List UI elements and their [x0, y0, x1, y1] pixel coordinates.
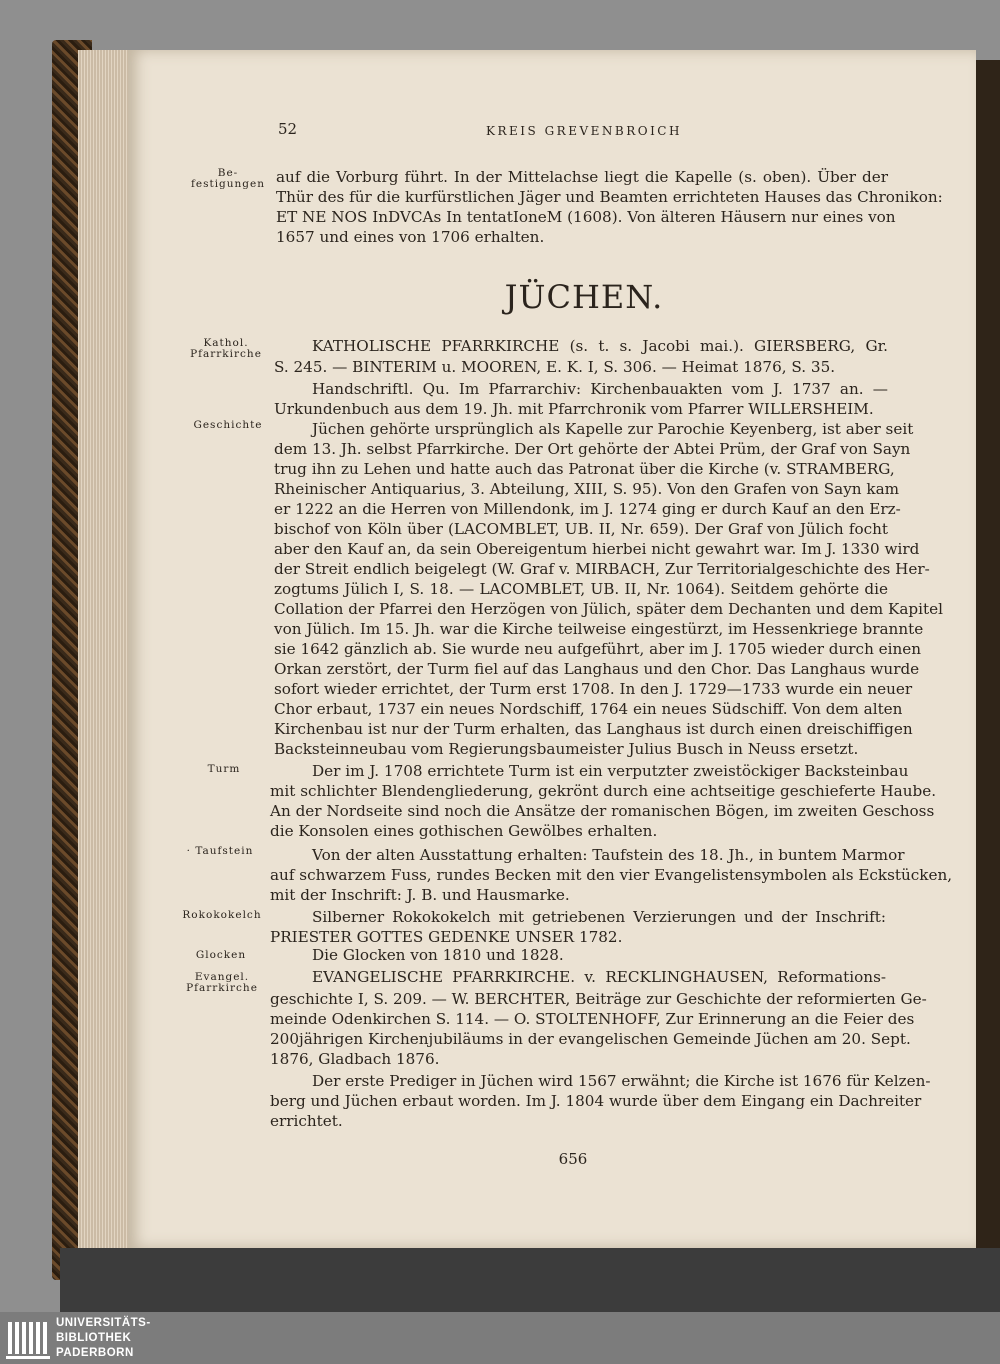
text-line: PRIESTER GOTTES GEDENKE UNSER 1782. — [270, 928, 623, 946]
text-line: Der im J. 1708 errichtete Turm ist ein verputzter zweistöckiger Backsteinbau — [312, 762, 909, 780]
text-line: mit der Inschrift: J. B. und Hausmarke. — [270, 886, 570, 904]
text-line: auf schwarzem Fuss, rundes Becken mit den vier Evangelistensymbolen als Eckstücken, — [270, 866, 953, 884]
text-line: 1657 und eines von 1706 erhalten. — [276, 228, 545, 246]
page-number-bottom: 656 — [558, 1150, 588, 1168]
right-cover-edge — [976, 60, 1000, 1265]
text-line: meinde Odenkirchen S. 114. — O. STOLTENHOFF, Zur Erinnerung an die Feier des — [270, 1010, 915, 1028]
margin-note: Rokokokelch — [182, 909, 262, 921]
margin-note: Kathol. Pfarrkirche — [190, 337, 262, 360]
text-line: dem 13. Jh. selbst Pfarrkirche. Der Ort gehörte der Abtei Prüm, der Graf von Sayn — [274, 440, 911, 458]
text-line: ET NE NOS InDVCAs In tentatIoneM (1608). Von älteren Häusern nur eines von — [276, 208, 896, 226]
text-line: aber den Kauf an, da sein Obereigentum hierbei nicht gewahrt war. Im J. 1330 wird — [274, 540, 920, 558]
text-line: bischof von Köln über (LACOMBLET, UB. II, Nr. 659). Der Graf von Jülich focht — [274, 520, 888, 538]
text-line: Kirchenbau ist nur der Turm erhalten, das Langhaus ist durch einen dreischiffigen — [274, 720, 913, 738]
text-line: S. 245. — BINTERIM u. MOOREN, E. K. I, S. 306. — Heimat 1876, S. 35. — [274, 358, 836, 376]
text-line: Backsteinneubau vom Regierungsbaumeister Julius Busch in Neuss ersetzt. — [274, 740, 859, 758]
text-line: Silberner Rokokokelch mit getriebenen Verzierungen und der Inschrift: — [312, 908, 886, 926]
running-head: KREIS GREVENBROICH — [486, 124, 682, 138]
text-line: An der Nordseite sind noch die Ansätze der romanischen Bögen, im zweiten Geschoss — [270, 802, 935, 820]
text-line: trug ihn zu Lehen und hatte auch das Patronat über die Kirche (v. STRAMBERG, — [274, 460, 895, 478]
library-footer-bar — [0, 1312, 1000, 1364]
library-logo-icon — [6, 1316, 50, 1360]
text-line: die Konsolen eines gothischen Gewölbes erhalten. — [270, 822, 658, 840]
text-line: geschichte I, S. 209. — W. BERCHTER, Beiträge zur Geschichte der reformierten Ge- — [270, 990, 927, 1008]
margin-note: Glocken — [195, 949, 247, 961]
text-line: der Streit endlich beigelegt (W. Graf v. MIRBACH, Zur Territorialgeschichte des Her- — [274, 560, 930, 578]
text-line: mit schlichter Blendengliederung, gekrönt durch eine achtseitige geschieferte Haube. — [270, 782, 937, 800]
section-title: JÜCHEN. — [504, 278, 664, 316]
text-line: sie 1642 gänzlich ab. Sie wurde neu aufgeführt, aber im J. 1705 wieder durch einen — [274, 640, 922, 658]
margin-note: Turm — [207, 763, 241, 775]
text-line: Thür des für die kurfürstlichen Jäger und Beamten errichteten Hauses das Chronikon: — [276, 188, 943, 206]
text-line: Jüchen gehörte ursprünglich als Kapelle zur Parochie Keyenberg, ist aber seit — [312, 420, 914, 438]
text-line: KATHOLISCHE PFARRKIRCHE (s. t. s. Jacobi mai.). GIERSBERG, Gr. — [312, 337, 888, 355]
library-name-line: PADERBORN — [56, 1347, 134, 1359]
text-line: er 1222 an die Herren von Millendonk, im J. 1274 ging er durch Kauf an den Erz- — [274, 500, 901, 518]
margin-note: Be- festigungen — [190, 167, 265, 190]
text-line: Von der alten Ausstattung erhalten: Taufstein des 18. Jh., in buntem Marmor — [312, 846, 905, 864]
text-line: berg und Jüchen erbaut worden. Im J. 1804 wurde über dem Eingang ein Dachreiter — [270, 1092, 922, 1110]
text-line: von Jülich. Im 15. Jh. war die Kirche teilweise eingestürzt, im Hessenkriege brannte — [274, 620, 924, 638]
text-line: 1876, Gladbach 1876. — [270, 1050, 440, 1068]
margin-note: Geschichte — [193, 419, 263, 431]
margin-note: · Taufstein — [186, 845, 254, 857]
text-line: Rheinischer Antiquarius, 3. Abteilung, XIII, S. 95). Von den Grafen von Sayn kam — [274, 480, 900, 498]
text-line: Orkan zerstört, der Turm fiel auf das Langhaus und den Chor. Das Langhaus wurde — [274, 660, 920, 678]
library-name — [56, 1316, 151, 1361]
text-line: Der erste Prediger in Jüchen wird 1567 erwähnt; die Kirche ist 1676 für Kelzen- — [312, 1072, 931, 1090]
text-line: Urkundenbuch aus dem 19. Jh. mit Pfarrchronik vom Pfarrer WILLERSHEIM. — [274, 400, 874, 418]
text-line: sofort wieder errichtet, der Turm erst 1708. In den J. 1729—1733 wurde ein neuer — [274, 680, 913, 698]
text-line: Chor erbaut, 1737 ein neues Nordschiff, 1764 ein neues Südschiff. Von dem alten — [274, 700, 903, 718]
text-line: zogtums Jülich I, S. 18. — LACOMBLET, UB. II, Nr. 1064). Seitdem gehörte die — [274, 580, 888, 598]
text-line: auf die Vorburg führt. In der Mittelachse liegt die Kapelle (s. oben). Über der — [276, 168, 888, 186]
library-name-line: BIBLIOTHEK — [56, 1332, 132, 1344]
text-line: errichtet. — [270, 1112, 343, 1130]
library-name-line: UNIVERSITÄTS- — [56, 1317, 151, 1329]
page-number-top: 52 — [278, 120, 298, 138]
margin-note: Evangel. Pfarrkirche — [186, 971, 258, 994]
text-line: Handschriftl. Qu. Im Pfarrarchiv: Kirchenbauakten vom J. 1737 an. — — [312, 380, 888, 398]
text-line: 200jährigen Kirchenjubiläums in der evangelischen Gemeinde Jüchen am 20. Sept. — [270, 1030, 911, 1048]
text-line: Die Glocken von 1810 und 1828. — [312, 946, 564, 964]
scan-background — [60, 1248, 1000, 1312]
text-line: EVANGELISCHE PFARRKIRCHE. v. RECKLINGHAUSEN, Reformations- — [312, 968, 886, 986]
text-line: Collation der Pfarrei den Herzögen von Jülich, später dem Dechanten und dem Kapitel — [274, 600, 943, 618]
